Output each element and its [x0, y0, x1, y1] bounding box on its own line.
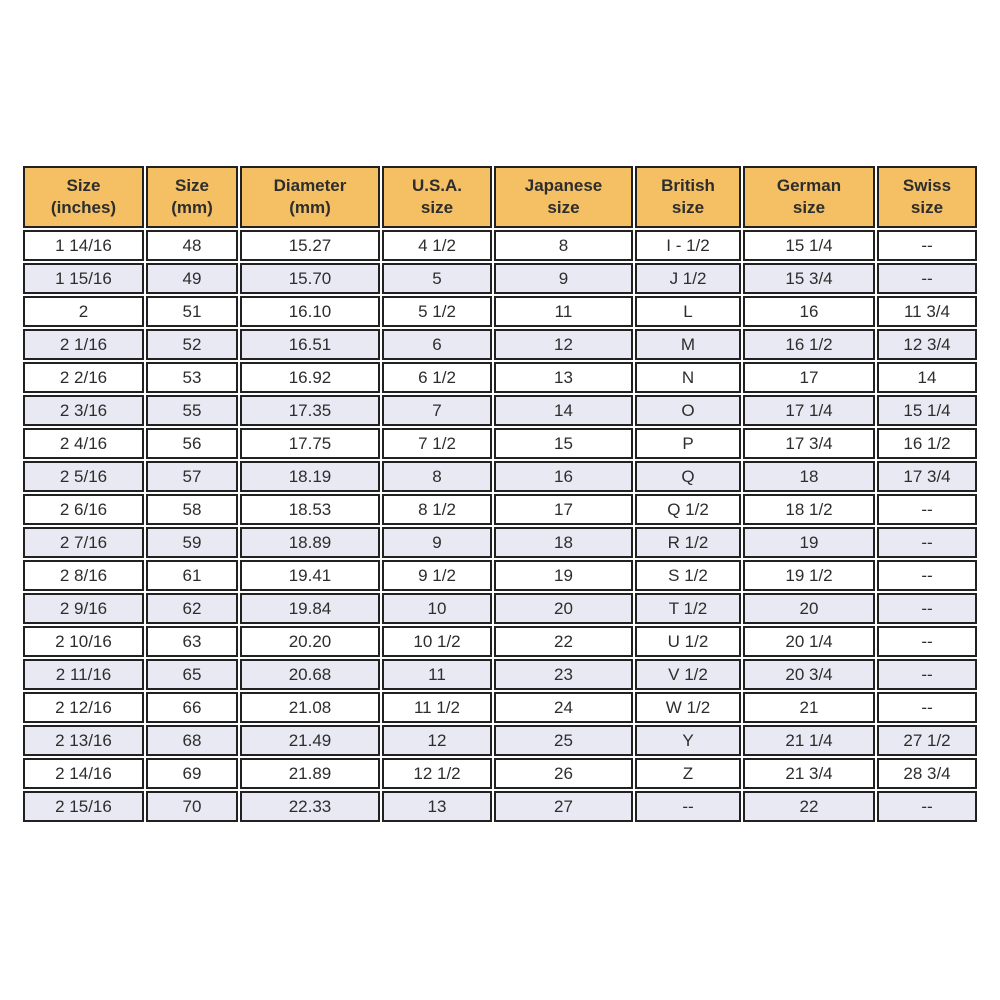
table-cell: 2 13/16	[23, 725, 144, 756]
table-row	[23, 725, 977, 756]
table-cell: 2 4/16	[23, 428, 144, 459]
table-cell: 9 1/2	[382, 560, 492, 591]
table-cell: 27 1/2	[877, 725, 977, 756]
table-cell: 11	[382, 659, 492, 690]
table-cell: 15.27	[240, 230, 380, 261]
table-cell: --	[877, 560, 977, 591]
table-cell: 19	[494, 560, 633, 591]
table-cell: 22	[743, 791, 875, 822]
table-row	[23, 659, 977, 690]
table-cell: 1 14/16	[23, 230, 144, 261]
table-cell: Y	[635, 725, 741, 756]
table-cell: --	[877, 659, 977, 690]
table-cell: O	[635, 395, 741, 426]
table-cell: 17	[494, 494, 633, 525]
table-cell: --	[635, 791, 741, 822]
table-cell: W 1/2	[635, 692, 741, 723]
table-cell: 55	[146, 395, 238, 426]
table-cell: 20.68	[240, 659, 380, 690]
table-row	[23, 494, 977, 525]
table-cell: 13	[382, 791, 492, 822]
table-cell: 57	[146, 461, 238, 492]
table-row	[23, 362, 977, 393]
table-cell: --	[877, 626, 977, 657]
table-cell: 21	[743, 692, 875, 723]
table-cell: 9	[494, 263, 633, 294]
column-header-line: Diameter	[273, 175, 347, 195]
column-header-line: size	[792, 198, 826, 217]
table-cell: M	[635, 329, 741, 360]
table-cell: 53	[146, 362, 238, 393]
table-cell: 2 3/16	[23, 395, 144, 426]
table-cell: U 1/2	[635, 626, 741, 657]
table-cell: 21.08	[240, 692, 380, 723]
table-row	[23, 593, 977, 624]
column-header-line: U.S.A.	[411, 175, 463, 195]
table-cell: 28 3/4	[877, 758, 977, 789]
table-cell: T 1/2	[635, 593, 741, 624]
table-cell: 70	[146, 791, 238, 822]
table-cell: 59	[146, 527, 238, 558]
table-cell: 15	[494, 428, 633, 459]
table-cell: 2 10/16	[23, 626, 144, 657]
table-cell: 2 5/16	[23, 461, 144, 492]
table-cell: 10	[382, 593, 492, 624]
table-row	[23, 230, 977, 261]
table-cell: 27	[494, 791, 633, 822]
table-cell: 11 1/2	[382, 692, 492, 723]
table-cell: 20 1/4	[743, 626, 875, 657]
table-cell: 12 1/2	[382, 758, 492, 789]
table-cell: 21 3/4	[743, 758, 875, 789]
table-cell: 16	[494, 461, 633, 492]
table-row	[23, 428, 977, 459]
table-cell: 5	[382, 263, 492, 294]
table-row	[23, 560, 977, 591]
table-cell: 68	[146, 725, 238, 756]
column-header-line: (inches)	[50, 198, 117, 217]
column-header-line: Japanese	[524, 175, 603, 195]
table-cell: 49	[146, 263, 238, 294]
table-cell: 20.20	[240, 626, 380, 657]
table-cell: 22.33	[240, 791, 380, 822]
table-cell: 11 3/4	[877, 296, 977, 327]
table-cell: 21.89	[240, 758, 380, 789]
table-cell: J 1/2	[635, 263, 741, 294]
table-cell: 2 7/16	[23, 527, 144, 558]
table-cell: 12	[494, 329, 633, 360]
column-header	[23, 166, 144, 228]
table-cell: 69	[146, 758, 238, 789]
table-cell: Q 1/2	[635, 494, 741, 525]
column-header	[146, 166, 238, 228]
column-header-line: Swiss	[902, 175, 952, 195]
table-cell: 17 3/4	[877, 461, 977, 492]
table-cell: 8	[382, 461, 492, 492]
table-cell: 9	[382, 527, 492, 558]
table-cell: 62	[146, 593, 238, 624]
table-cell: 19.84	[240, 593, 380, 624]
table-cell: 8 1/2	[382, 494, 492, 525]
column-header-line: size	[420, 198, 454, 217]
table-cell: N	[635, 362, 741, 393]
table-cell: 15 1/4	[743, 230, 875, 261]
column-header-line: (mm)	[289, 198, 331, 217]
table-row	[23, 758, 977, 789]
table-cell: 2 14/16	[23, 758, 144, 789]
table-cell: 16 1/2	[877, 428, 977, 459]
ring-size-table	[21, 164, 979, 824]
table-cell: 12 3/4	[877, 329, 977, 360]
table-cell: 15 3/4	[743, 263, 875, 294]
table-cell: --	[877, 230, 977, 261]
table-cell: 2 15/16	[23, 791, 144, 822]
table-cell: 17	[743, 362, 875, 393]
table-cell: 5 1/2	[382, 296, 492, 327]
table-cell: 18.19	[240, 461, 380, 492]
table-cell: 8	[494, 230, 633, 261]
table-cell: S 1/2	[635, 560, 741, 591]
column-header	[494, 166, 633, 228]
column-header	[240, 166, 380, 228]
table-cell: 7	[382, 395, 492, 426]
table-cell: 7 1/2	[382, 428, 492, 459]
table-cell: 18	[743, 461, 875, 492]
table-cell: 2 1/16	[23, 329, 144, 360]
table-cell: 2	[23, 296, 144, 327]
table-cell: 2 8/16	[23, 560, 144, 591]
table-cell: 13	[494, 362, 633, 393]
column-header-line: size	[910, 198, 944, 217]
column-header-line: Size	[66, 175, 101, 195]
column-header	[635, 166, 741, 228]
table-cell: 63	[146, 626, 238, 657]
table-row	[23, 626, 977, 657]
column-header	[743, 166, 875, 228]
table-cell: 19 1/2	[743, 560, 875, 591]
table-cell: I - 1/2	[635, 230, 741, 261]
column-header	[382, 166, 492, 228]
table-cell: --	[877, 527, 977, 558]
table-cell: 6	[382, 329, 492, 360]
table-cell: 17 3/4	[743, 428, 875, 459]
table-row	[23, 461, 977, 492]
table-cell: 15 1/4	[877, 395, 977, 426]
table-cell: L	[635, 296, 741, 327]
table-cell: 18	[494, 527, 633, 558]
table-cell: 23	[494, 659, 633, 690]
table-cell: Z	[635, 758, 741, 789]
table-cell: 2 6/16	[23, 494, 144, 525]
table-row	[23, 329, 977, 360]
table-body	[23, 230, 977, 822]
table-cell: 1 15/16	[23, 263, 144, 294]
table-cell: 2 12/16	[23, 692, 144, 723]
table-cell: 12	[382, 725, 492, 756]
table-cell: 14	[494, 395, 633, 426]
table-cell: 16.92	[240, 362, 380, 393]
table-cell: 16 1/2	[743, 329, 875, 360]
table-cell: 17 1/4	[743, 395, 875, 426]
table-cell: 6 1/2	[382, 362, 492, 393]
table-cell: 2 2/16	[23, 362, 144, 393]
column-header-line: size	[671, 198, 705, 217]
table-cell: 56	[146, 428, 238, 459]
table-cell: --	[877, 791, 977, 822]
table-cell: 11	[494, 296, 633, 327]
table-cell: 16	[743, 296, 875, 327]
table-cell: 18.89	[240, 527, 380, 558]
table-cell: 19	[743, 527, 875, 558]
table-cell: R 1/2	[635, 527, 741, 558]
table-cell: 15.70	[240, 263, 380, 294]
column-header-line: (mm)	[171, 198, 213, 217]
table-cell: 20	[494, 593, 633, 624]
table-cell: 19.41	[240, 560, 380, 591]
table-cell: 17.75	[240, 428, 380, 459]
table-cell: 65	[146, 659, 238, 690]
table-cell: 4 1/2	[382, 230, 492, 261]
table-cell: 16.10	[240, 296, 380, 327]
table-cell: 66	[146, 692, 238, 723]
table-cell: 22	[494, 626, 633, 657]
table-cell: V 1/2	[635, 659, 741, 690]
table-cell: 21.49	[240, 725, 380, 756]
table-cell: 2 11/16	[23, 659, 144, 690]
table-cell: --	[877, 494, 977, 525]
table-cell: --	[877, 593, 977, 624]
table-cell: 20 3/4	[743, 659, 875, 690]
table-row	[23, 791, 977, 822]
column-header-line: German	[776, 175, 842, 195]
table-cell: 18 1/2	[743, 494, 875, 525]
column-header	[877, 166, 977, 228]
table-row	[23, 692, 977, 723]
table-row	[23, 527, 977, 558]
table-cell: 21 1/4	[743, 725, 875, 756]
column-header-line: Size	[174, 175, 210, 195]
table-cell: 2 9/16	[23, 593, 144, 624]
table-header-row	[23, 166, 977, 228]
table-cell: 26	[494, 758, 633, 789]
table-cell: 61	[146, 560, 238, 591]
table-cell: 16.51	[240, 329, 380, 360]
table-cell: --	[877, 263, 977, 294]
table-cell: 20	[743, 593, 875, 624]
column-header-line: British	[661, 175, 715, 195]
table-cell: Q	[635, 461, 741, 492]
column-header-line: size	[547, 198, 580, 217]
table-cell: 18.53	[240, 494, 380, 525]
table-cell: 24	[494, 692, 633, 723]
table-cell: 10 1/2	[382, 626, 492, 657]
table-cell: 25	[494, 725, 633, 756]
table-cell: --	[877, 692, 977, 723]
table-row	[23, 296, 977, 327]
table-cell: 51	[146, 296, 238, 327]
table-cell: 52	[146, 329, 238, 360]
table-cell: 48	[146, 230, 238, 261]
table-cell: 58	[146, 494, 238, 525]
table-cell: 17.35	[240, 395, 380, 426]
table-row	[23, 395, 977, 426]
table-cell: 14	[877, 362, 977, 393]
table-cell: P	[635, 428, 741, 459]
table-row	[23, 263, 977, 294]
